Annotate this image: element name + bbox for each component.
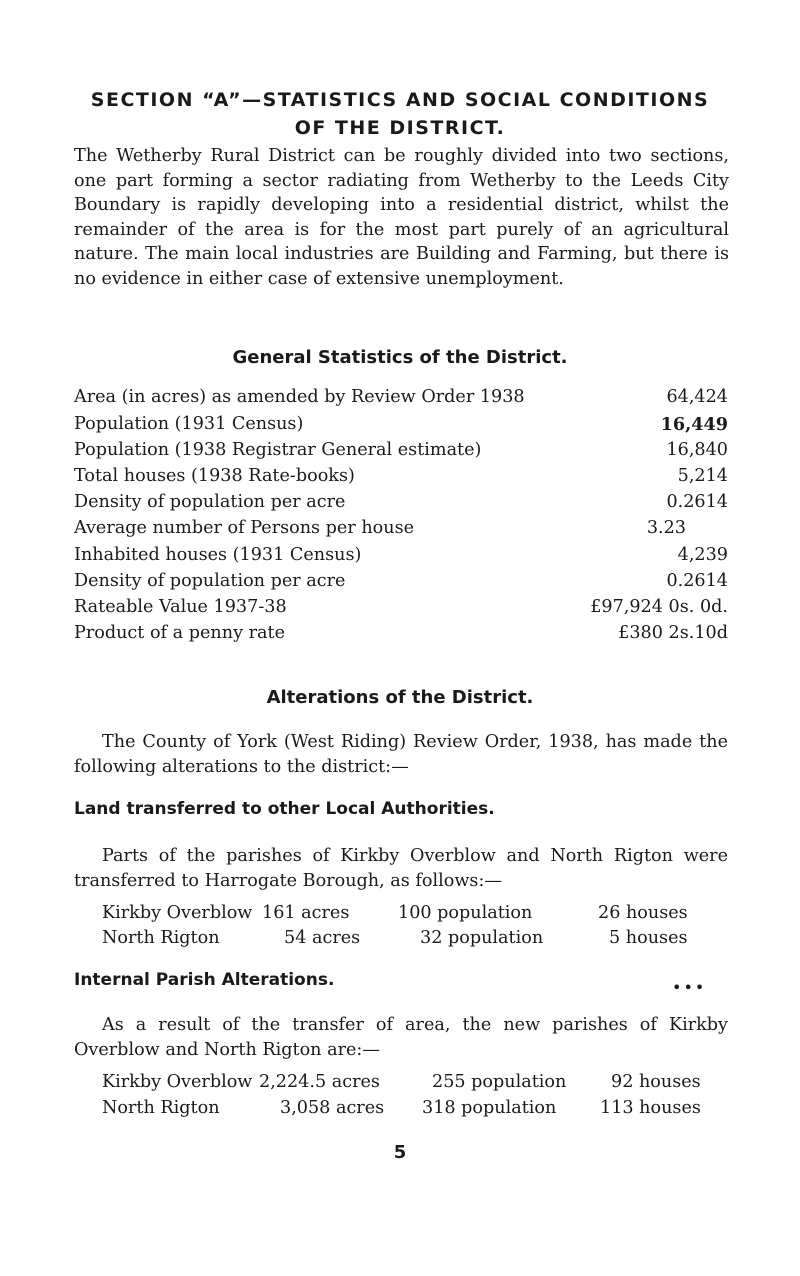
intro-paragraph: The Wetherby Rural District can be roughly divided into two sections, one part forming a sector radiating from Wetherby to the Leeds City Boundary is rapidly developing into a residential district, whilst the remainder of the area is for the most part purely of an agricultural nature. The main local industries are Building and Farming, but there is no evidence in either case of extensive unemployment.	[74, 146, 729, 289]
section-title-continued: OF THE DISTRICT.	[294, 117, 506, 139]
stat-label: Average number of Persons per house	[74, 518, 415, 538]
ellipsis-dots: •••	[672, 978, 707, 997]
stat-row	[74, 518, 728, 544]
parish-name: Kirkby Overblow	[102, 1072, 253, 1092]
parish-row	[102, 1098, 742, 1124]
population-value: 255 population	[432, 1072, 567, 1092]
stat-value: 4,239	[677, 545, 728, 565]
stat-value: 64,424	[666, 387, 728, 407]
stat-value: £97,924 0s. 0d.	[590, 597, 728, 617]
houses-value: 92 houses	[611, 1072, 701, 1092]
stat-row	[74, 466, 728, 492]
parish-name: North Rigton	[102, 1098, 220, 1118]
land-transferred-heading: Land transferred to other Local Authorities.	[74, 799, 495, 819]
stat-label: Population (1938 Registrar General estimate)	[74, 440, 482, 460]
stat-value: 16,840	[666, 440, 728, 460]
stat-label: Density of population per acre	[74, 571, 346, 591]
stat-row	[74, 440, 728, 466]
stat-label: Inhabited houses (1931 Census)	[74, 545, 362, 565]
stat-label: Density of population per acre	[74, 492, 346, 512]
stat-value: £380 2s.10d	[618, 623, 728, 643]
population-value: 100 population	[398, 903, 533, 923]
alterations-paragraph: The County of York (West Riding) Review Order, 1938, has made the following alterations to the district:—	[74, 732, 728, 777]
stat-label: Population (1931 Census)	[74, 414, 304, 434]
stat-row	[74, 492, 728, 518]
acres-value: 161 acres	[262, 903, 350, 923]
internal-alterations-heading: Internal Parish Alterations.	[74, 970, 335, 990]
stat-value: 5,214	[677, 466, 728, 486]
parish-row	[102, 1072, 742, 1098]
houses-value: 26 houses	[598, 903, 688, 923]
page-number: 5	[393, 1142, 407, 1163]
section-title: SECTION “A”—STATISTICS AND SOCIAL CONDITIONS	[90, 89, 710, 111]
houses-value: 5 houses	[609, 928, 688, 948]
general-statistics-heading: General Statistics of the District.	[232, 347, 568, 368]
parish-name: North Rigton	[102, 928, 220, 948]
stat-row	[74, 387, 728, 413]
acres-value: 3,058 acres	[280, 1098, 385, 1118]
transfer-row	[102, 903, 742, 929]
alterations-heading: Alterations of the District.	[266, 687, 534, 708]
stat-row	[74, 414, 728, 440]
acres-value: 2,224.5 acres	[259, 1072, 380, 1092]
population-value: 32 population	[420, 928, 544, 948]
stat-label: Product of a penny rate	[74, 623, 285, 643]
stat-row	[74, 545, 728, 571]
transfer-row	[102, 928, 742, 954]
stat-label: Total houses (1938 Rate-books)	[74, 466, 355, 486]
stat-value: 16,449	[660, 414, 728, 435]
population-value: 318 population	[422, 1098, 557, 1118]
stat-value: 0.2614	[666, 571, 728, 591]
acres-value: 54 acres	[284, 928, 361, 948]
stat-row	[74, 597, 728, 623]
stat-value: 0.2614	[666, 492, 728, 512]
stat-label: Rateable Value 1937-38	[74, 597, 287, 617]
land-transferred-paragraph: Parts of the parishes of Kirkby Overblow and North Rigton were transferred to Harrogate Borough, as follows:—	[74, 846, 728, 891]
parish-name: Kirkby Overblow	[102, 903, 253, 923]
stat-row	[74, 571, 728, 597]
stat-label: Area (in acres) as amended by Review Order 1938	[74, 387, 525, 407]
internal-alterations-paragraph: As a result of the transfer of area, the new parishes of Kirkby Overblow and North Rigton are:—	[74, 1015, 728, 1060]
stat-row	[74, 623, 728, 649]
stat-value: 3.23	[646, 518, 686, 538]
houses-value: 113 houses	[600, 1098, 701, 1118]
